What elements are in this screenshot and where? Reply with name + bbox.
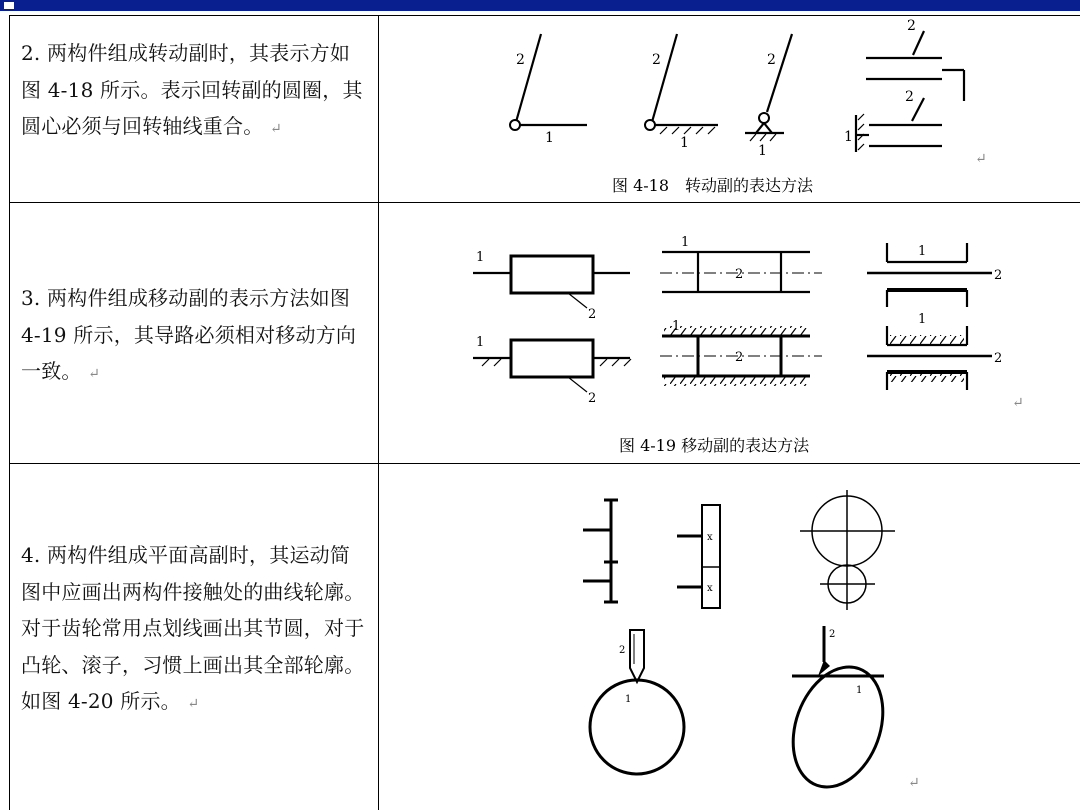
label-1: 1	[476, 335, 485, 350]
revolute-pair-variant-1	[510, 34, 587, 130]
label-link-2: 2	[905, 89, 914, 105]
gear-pair-symbol	[800, 490, 895, 610]
label-1: 1	[918, 312, 927, 327]
figure-4-18-caption: 图 4-18 转动副的表达方法	[612, 176, 814, 195]
figure-4-19-caption: 图 4-19 移动副的表达方法	[619, 436, 810, 455]
rack-box-symbol	[677, 505, 720, 608]
paragraph-mark-icon: ↵	[88, 366, 101, 382]
row3-text: 4. 两构件组成平面高副时，其运动简图中应画出两构件接触处的曲线轮廓。对于齿轮常用点划线画出其节圆，对于凸轮、滚子，习惯上画出其全部轮廓。如图 4-20 所示。	[21, 543, 365, 713]
paragraph-mark-icon: ↵	[1012, 395, 1024, 411]
label-link-2: 2	[652, 52, 661, 68]
label-2: 2	[829, 629, 836, 640]
figure-4-19-prismatic-pairs	[473, 243, 992, 392]
flat-follower-cam	[777, 626, 898, 800]
slot-guide-variant-2	[867, 326, 992, 390]
figure-4-20-labels	[619, 532, 862, 705]
row1-text: 2. 两构件组成转动副时，其表示方如图 4-18 所示。表示回转副的圆圈，其圆心必须与回转轴线重合。	[21, 41, 363, 138]
label-1: 1	[681, 235, 690, 250]
paragraph-mark-icon: ↵	[975, 151, 987, 167]
label-1: 1	[476, 250, 485, 265]
revolute-pair-variant-2	[645, 34, 718, 134]
label-link-1: 1	[758, 143, 767, 159]
label-1: 1	[625, 694, 632, 705]
label-2: 2	[619, 645, 626, 656]
label-1: 1	[856, 685, 863, 696]
rack-symbol	[583, 500, 618, 602]
paragraph-mark-icon: ↵	[908, 775, 920, 791]
figure-4-20-higher-pairs	[583, 490, 899, 800]
label-link-1: 1	[844, 129, 853, 145]
label-2: 2	[735, 267, 744, 282]
label-link-2: 2	[516, 52, 525, 68]
paragraph-mark-icon: ↵	[187, 696, 200, 712]
knife-follower-cam	[590, 630, 684, 774]
paragraph-mark-icon: ↵	[269, 121, 282, 137]
figure-4-18-revolute-pairs	[510, 31, 964, 152]
label-2: 2	[994, 268, 1003, 283]
label-link-1: 1	[680, 135, 689, 151]
slider-variant-2	[473, 340, 631, 392]
label-2: 2	[588, 307, 597, 322]
label-2: 2	[588, 391, 597, 406]
label-link-1: 1	[545, 130, 554, 146]
label-link-2: 2	[767, 52, 776, 68]
slider-variant-1	[473, 256, 630, 308]
label-x: x	[707, 583, 713, 594]
row2-text: 3. 两构件组成移动副的表示方法如图 4-19 所示，其导路必须相对移动方向一致。	[21, 286, 357, 383]
label-link-2: 2	[907, 18, 916, 34]
label-1: 1	[672, 319, 681, 334]
revolute-pair-variant-3	[745, 34, 792, 141]
label-x: x	[707, 532, 713, 543]
label-2: 2	[994, 351, 1003, 366]
slot-guide-variant-1	[867, 243, 992, 307]
label-1: 1	[918, 244, 927, 259]
label-2: 2	[735, 350, 744, 365]
